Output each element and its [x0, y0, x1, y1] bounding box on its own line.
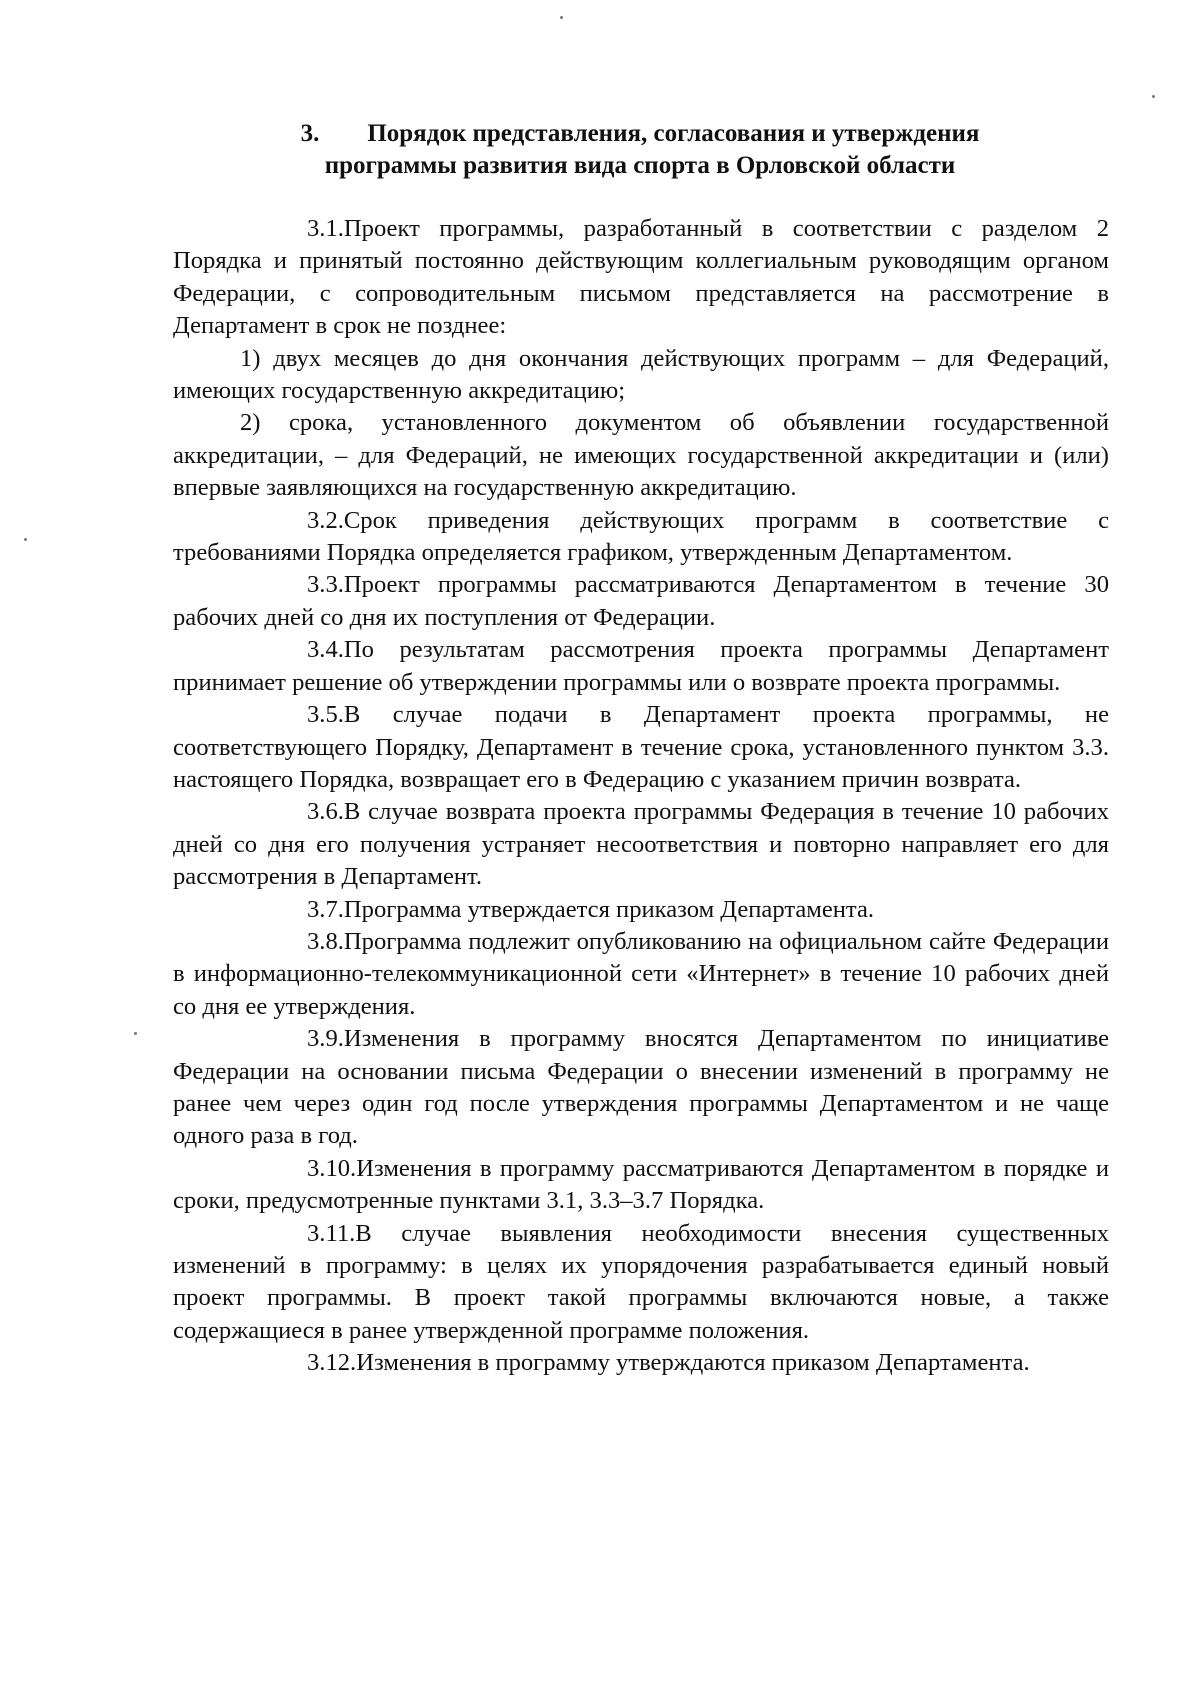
paragraph-text: В случае выявления необходимости внесения существенных изменений в программу: в целях их упорядочения разрабатывается единый новый проект программы. В проект такой программы включаются новые, а также содержащиеся в ранее утвержденной программе положения.: [173, 1219, 1109, 1344]
paragraph-text: Программа утверждается приказом Департамента.: [343, 895, 875, 923]
paragraph-text: Изменения в программу утверждаются приказом Департамента.: [356, 1349, 1030, 1377]
paragraph-number: 3.4.: [307, 636, 344, 664]
paragraph-text: 1) двух месяцев до дня окончания действующих программ – для Федераций, имеющих государственную аккредитацию;: [173, 344, 1109, 405]
section-heading: [170, 118, 1110, 182]
paragraph-3-4: [173, 634, 1109, 699]
paragraph-number: 3.11.: [307, 1219, 356, 1247]
paragraph-number: 3.3.: [307, 571, 344, 599]
paragraph-number: 3.5.: [307, 701, 344, 729]
paragraph-3-7: [173, 894, 1109, 926]
paragraph-text: Изменения в программу рассматриваются Департаментом в порядке и сроки, предусмотренные пунктами 3.1, 3.3–3.7 Порядка.: [173, 1154, 1109, 1215]
paragraph-text: Программа подлежит опубликованию на официальном сайте Федерации в информационно-телекоммуникационной сети «Интернет» в течение 10 рабочих дней со дня ее утверждения.: [173, 927, 1109, 1020]
paragraph-3-12: [173, 1347, 1109, 1379]
scan-speck: [560, 16, 563, 19]
section-number: 3.: [300, 120, 320, 147]
section-heading-line1: [170, 118, 1110, 150]
paragraph-3-6: [173, 796, 1109, 893]
paragraph-3-5: [173, 699, 1109, 796]
paragraph-number: 3.10.: [307, 1154, 357, 1182]
paragraph-3-3: [173, 569, 1109, 634]
scan-speck: [134, 1032, 137, 1035]
paragraph-3-1-item-2: [173, 407, 1109, 504]
paragraph-number: 3.6.: [307, 798, 344, 826]
paragraph-number: 3.8.: [307, 927, 344, 955]
paragraph-3-9: [173, 1023, 1109, 1153]
paragraph-3-1-item-1: [173, 343, 1109, 408]
paragraph-3-11: [173, 1218, 1109, 1348]
paragraph-text: Изменения в программу вносятся Департаментом по инициативе Федерации на основании письма Федерации о внесении изменений в программу не ранее чем через один год после утверждения программы Департаментом и не чаще одного раза в год.: [173, 1025, 1109, 1150]
paragraph-text: Срок приведения действующих программ в соответствие с требованиями Порядка определяется графиком, утвержденным Департаментом.: [173, 506, 1109, 567]
paragraph-3-8: [173, 926, 1109, 1023]
paragraph-3-10: [173, 1153, 1109, 1218]
document-body: [173, 213, 1109, 1380]
paragraph-text: Проект программы, разработанный в соответствии с разделом 2 Порядка и принятый постоянно действующим коллегиальным руководящим органом Федерации, с сопроводительным письмом представляется на рассмотрение в Департамент в срок не позднее:: [173, 215, 1109, 340]
paragraph-3-1: [173, 213, 1109, 343]
section-title-line2: программы развития вида спорта в Орловской области: [324, 152, 956, 179]
paragraph-text: 2) срока, установленного документом об объявлении государственной аккредитации, – для Федераций, не имеющих государственной аккредитации и (или) впервые заявляющихся на государственную аккредитацию.: [173, 409, 1109, 502]
paragraph-3-2: [173, 505, 1109, 570]
paragraph-number: 3.1.: [307, 215, 344, 242]
scan-speck: [24, 538, 27, 541]
scan-speck: [1152, 95, 1155, 98]
paragraph-text: Проект программы рассматриваются Департаментом в течение 30 рабочих дней со дня их поступления от Федерации.: [173, 571, 1109, 631]
paragraph-text: По результатам рассмотрения проекта программы Департамент принимает решение об утверждении программы или о возврате проекта программы.: [173, 636, 1109, 696]
paragraph-number: 3.12.: [307, 1349, 357, 1377]
paragraph-text: В случае возврата проекта программы Федерация в течение 10 рабочих дней со дня его получения устраняет несоответствия и повторно направляет его для рассмотрения в Департамент.: [173, 798, 1109, 891]
paragraph-text: В случае подачи в Департамент проекта программы, не соответствующего Порядку, Департамент в течение срока, установленного пунктом 3.3. настоящего Порядка, возвращает его в Федерацию с указанием причин возврата.: [173, 701, 1109, 793]
paragraph-number: 3.2.: [307, 506, 344, 534]
section-title-line1: Порядок представления, согласования и утверждения: [367, 120, 980, 147]
paragraph-number: 3.7.: [307, 895, 344, 923]
paragraph-number: 3.9.: [307, 1025, 344, 1053]
